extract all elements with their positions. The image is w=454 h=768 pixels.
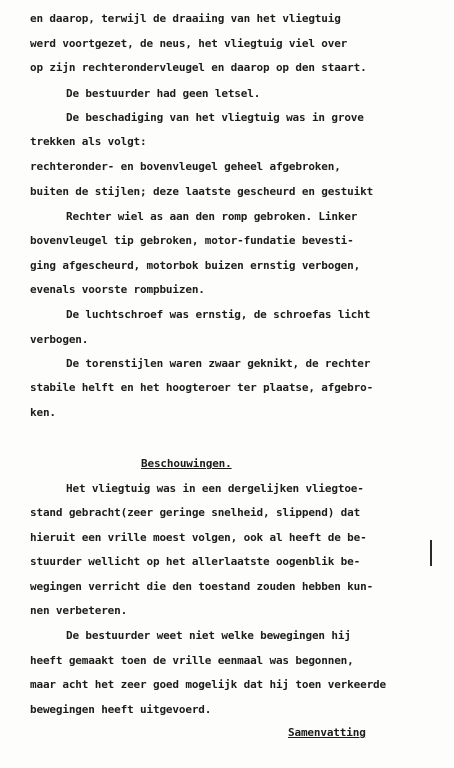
- text-line-28: bewegingen heeft uitgevoerd.: [30, 703, 212, 716]
- text-line-12: evenals voorste rompbuizen.: [30, 283, 205, 296]
- text-line-3: op zijn rechterondervleugel en daarop op den staart.: [30, 61, 367, 74]
- text-line-10: bovenvleugel tip gebroken, motor-fundatie bevesti-: [30, 234, 354, 247]
- text-line-22: stuurder wellicht op het allerlaatste oogenblik be-: [30, 555, 361, 568]
- section-heading-beschouwingen: Beschouwingen.: [141, 457, 232, 470]
- text-line-9: Rechter wiel as aan den romp gebroken. Linker: [66, 210, 358, 223]
- text-line-17: ken.: [30, 406, 56, 419]
- text-line-23: wegingen verricht die den toestand zouden hebben kun-: [30, 580, 374, 593]
- text-line-6: trekken als volgt:: [30, 135, 147, 148]
- text-line-13: De luchtschroef was ernstig, de schroefas licht: [66, 308, 371, 321]
- text-line-20: stand gebracht(zeer geringe snelheid, slippend) dat: [30, 506, 361, 519]
- margin-mark: [430, 540, 432, 566]
- text-line-4: De bestuurder had geen letsel.: [66, 87, 261, 100]
- text-line-11: ging afgescheurd, motorbok buizen ernstig verbogen,: [30, 259, 361, 272]
- text-line-27: maar acht het zeer goed mogelijk dat hij toen verkeerde: [30, 678, 386, 691]
- text-line-2: werd voortgezet, de neus, het vliegtuig viel over: [30, 37, 348, 50]
- text-line-21: hieruit een vrille moest volgen, ook al heeft de be-: [30, 531, 367, 544]
- text-line-16: stabile helft en het hoogteroer ter plaatse, afgebro-: [30, 381, 374, 394]
- text-line-25: De bestuurder weet niet welke bewegingen hij: [66, 629, 351, 642]
- text-line-14: verbogen.: [30, 333, 89, 346]
- text-line-19: Het vliegtuig was in een dergelijken vliegtoe-: [66, 482, 364, 495]
- text-line-15: De torenstijlen waren zwaar geknikt, de rechter: [66, 357, 371, 370]
- text-line-26: heeft gemaakt toen de vrille eenmaal was begonnen,: [30, 654, 354, 667]
- text-line-24: nen verbeteren.: [30, 604, 128, 617]
- text-line-7: rechteronder- en bovenvleugel geheel afgebroken,: [30, 160, 341, 173]
- text-line-5: De beschadiging van het vliegtuig was in grove: [66, 111, 364, 124]
- text-line-8: buiten de stijlen; deze laatste gescheurd en gestuikt: [30, 185, 374, 198]
- section-heading-samenvatting: Samenvatting: [288, 726, 366, 739]
- text-line-1: en daarop, terwijl de draaiing van het vliegtuig: [30, 12, 341, 25]
